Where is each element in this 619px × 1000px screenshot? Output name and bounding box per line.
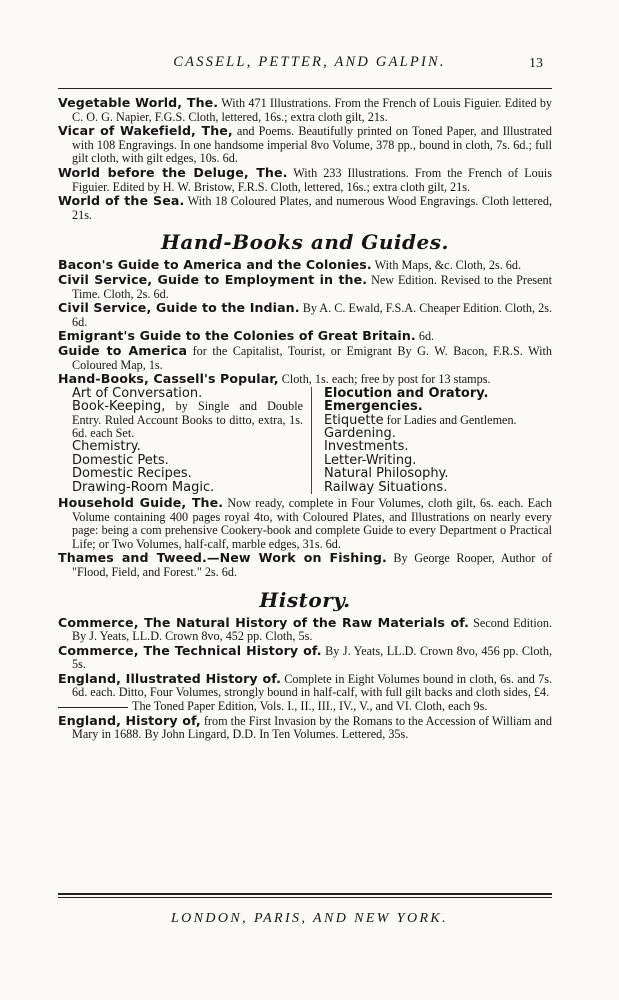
entry-civil-service-indian: Civil Service, Guide to the Indian. By A. C. Ewald, F.S.A. Cheaper Edition. Cloth, 2s. 6d. — [58, 300, 552, 329]
list-item: Drawing-Room Magic. — [72, 479, 215, 495]
entry-emigrants-guide: Emigrant's Guide to the Colonies of Great Britain. 6d. — [58, 328, 435, 344]
entry-guide-to-america: Guide to America for the Capitalist, Tourist, or Emigrant By G. W. Bacon, F.R.S. With Coloured Map, 1s. — [58, 342, 552, 372]
entry-commerce-technical-history: Commerce, The Technical History of. By J. Yeats, LL.D. Crown 8vo, 456 pp. Cloth, 5s. — [58, 642, 553, 672]
entry-thames-and-tweed: Thames and Tweed.—New Work on Fishing. By George Rooper, Author of "Flood, Field, and Forest." 2s. 6d. — [58, 550, 552, 579]
entry-england-history-lingard: England, History of, from the First Invasion by the Romans to the Accession of William and Mary in 1688. By John Lingard, D.D. In Ten Volumes. Lettered, 35s. — [58, 712, 552, 742]
page-number: 13 — [529, 56, 543, 71]
handbook-list-left — [72, 387, 312, 494]
handbook-list — [72, 387, 552, 494]
list-item: Chemistry. — [72, 439, 141, 455]
entry-commerce-natural-history: Commerce, The Natural History of the Raw Materials of. Second Edition. By J. Yeats, LL.D. Crown 8vo, 452 pp. Cloth, 5s. — [58, 614, 552, 644]
list-item: Railway Situations. — [324, 479, 448, 495]
entry-bacons-guide: Bacon's Guide to America and the Colonies. With Maps, &c. Cloth, 2s. 6d. — [58, 257, 522, 273]
entry-england-illustrated-history: England, Illustrated History of. Complete in Eight Volumes bound in cloth, 6s. and 7s. 6d. each. Ditto, Four Volumes, strongly bound in half-calf, with full gilt backs and cloth sides, £4. — [58, 670, 552, 700]
list-item: Letter-Writing. — [324, 452, 417, 468]
header-title: CASSELL, PETTER, AND GALPIN. — [173, 54, 446, 70]
footer-rule — [58, 893, 552, 895]
entry-world-before-deluge: World before the Deluge, The. With 233 Illustrations. From the French of Louis Figuier. Edited by H. W. Bristow, F.R.S. Cloth, lettered, 16s.; extra cloth gilt, 21s. — [58, 164, 552, 194]
list-item: Domestic Recipes. — [72, 466, 192, 482]
entry-england-toned-paper-edition: The Toned Paper Edition, Vols. I., II., III., IV., V., and VI. Cloth, each 9s. — [58, 700, 552, 714]
entry-handbooks-popular: Hand-Books, Cassell's Popular, Cloth, 1s. each; free by post for 13 stamps. — [58, 371, 491, 387]
header-rule — [58, 88, 552, 89]
section-heading-handbooks: Hand-Books and Guides. — [161, 230, 449, 255]
list-item: Book-Keeping, by Single and Double Entry. Ruled Account Books to ditto, extra, 1s. 6d. each Set. — [72, 399, 304, 440]
ditto-dash — [58, 707, 128, 708]
list-item: Elocution and Oratory. — [324, 385, 489, 401]
list-item: Domestic Pets. — [72, 452, 169, 468]
entry-vicar-of-wakefield: Vicar of Wakefield, The, and Poems. Beautifully printed on Toned Paper, and Illustrated with 108 Engravings. In one handsome imperial 8vo Volume, 378 pp., bound in cloth, 7s. 6d.; full gilt cloth, with gilt edges, 10s. 6d. — [58, 123, 552, 166]
entry-world-of-sea: World of the Sea. With 18 Coloured Plates, and numerous Wood Engravings. Cloth lettered, 21s. — [58, 193, 552, 222]
footer-imprint: LONDON, PARIS, AND NEW YORK. — [170, 911, 449, 926]
list-item: Investments. — [324, 439, 409, 455]
section-heading-history: History. — [259, 587, 351, 612]
running-header — [0, 54, 619, 76]
list-item: Natural Philosophy. — [324, 466, 449, 482]
footer-rule-thin — [58, 897, 552, 898]
list-item: Etiquette for Ladies and Gentlemen. — [324, 412, 517, 428]
entry-vegetable-world: Vegetable World, The. With 471 Illustrations. From the French of Louis Figuier. Edited by C. O. G. Napier, F.G.S. Cloth, lettered, 16s.; extra cloth gilt, 21s. — [58, 95, 553, 124]
entry-household-guide: Household Guide, The. Now ready, complete in Four Volumes, cloth gilt, 6s. each. Each Volume containing 400 pages royal 4to, with Coloured Plates, and Illustrations on nearly every page: being a com prehensive Cookery-book and complete Guide to every Department o Practical Life; or Two Volumes, half-calf, marble edges, 31s. 6d. — [58, 494, 553, 551]
handbook-list-right — [312, 387, 552, 494]
entry-civil-service-employment: Civil Service, Guide to Employment in the. New Edition. Revised to the Present Time. Cloth, 2s. 6d. — [58, 271, 552, 301]
list-item: Art of Conversation. — [72, 385, 203, 401]
list-item: Emergencies. — [324, 399, 423, 415]
page-body — [58, 96, 552, 742]
list-item: Gardening. — [324, 425, 396, 441]
